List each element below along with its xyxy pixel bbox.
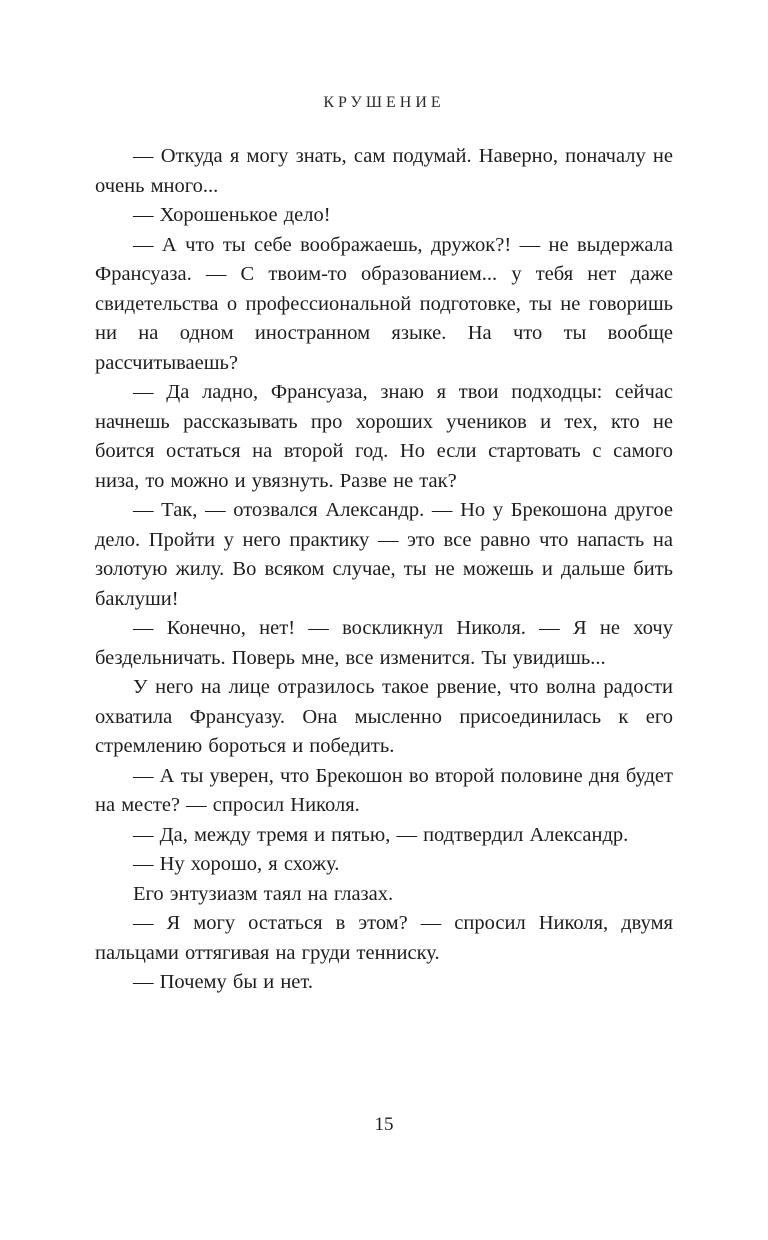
paragraph: — А ты уверен, что Брекошон во второй половине дня будет на месте? — спросил Николя. (95, 764, 673, 816)
paragraph: — Так, — отозвался Александр. — Но у Брекошона другое дело. Пройти у него практику — это все равно что напасть на золотую жилу. Во всяком случае, ты не можешь и дальше бить баклуши! (95, 499, 673, 610)
paragraph: — А что ты себе воображаешь, дружок?! — не выдержала Франсуаза. — С твоим-то образованием... у тебя нет даже свидетельства о профессиональной подготовке, ты не говоришь ни на одном иностранном языке. На что ты вообще рассчитываешь? (95, 233, 673, 374)
paragraph: — Откуда я могу знать, сам подумай. Наверно, поначалу не очень много... (95, 145, 673, 197)
paragraph: — Да ладно, Франсуаза, знаю я твои подходцы: сейчас начнешь рассказывать про хороших учеников и тех, кто не боится остаться на второй год. Но если стартовать с самого низа, то можно и увязнуть. Разве не так? (95, 381, 673, 492)
paragraph: — Ну хорошо, я схожу. (133, 853, 340, 875)
text-block (95, 142, 673, 998)
paragraph: — Хорошенькое дело! (133, 204, 331, 226)
page-number: 15 (374, 1114, 394, 1135)
paragraph: — Конечно, нет! — воскликнул Николя. — Я не хочу бездельничать. Поверь мне, все изменится. Ты увидишь... (95, 617, 673, 669)
paragraph: — Почему бы и нет. (133, 971, 313, 993)
paragraph: У него на лице отразилось такое рвение, что волна радости охватила Франсуазу. Она мысленно присоединилась к его стремлению бороться и победить. (95, 676, 673, 757)
paragraph: — Да, между тремя и пятью, — подтвердил Александр. (133, 823, 629, 846)
paragraph: Его энтузиазм таял на глазах. (133, 882, 394, 905)
running-head: КРУШЕНИЕ (323, 94, 445, 111)
paragraph: — Я могу остаться в этом? — спросил Николя, двумя пальцами оттягивая на груди тенниску. (95, 912, 673, 964)
